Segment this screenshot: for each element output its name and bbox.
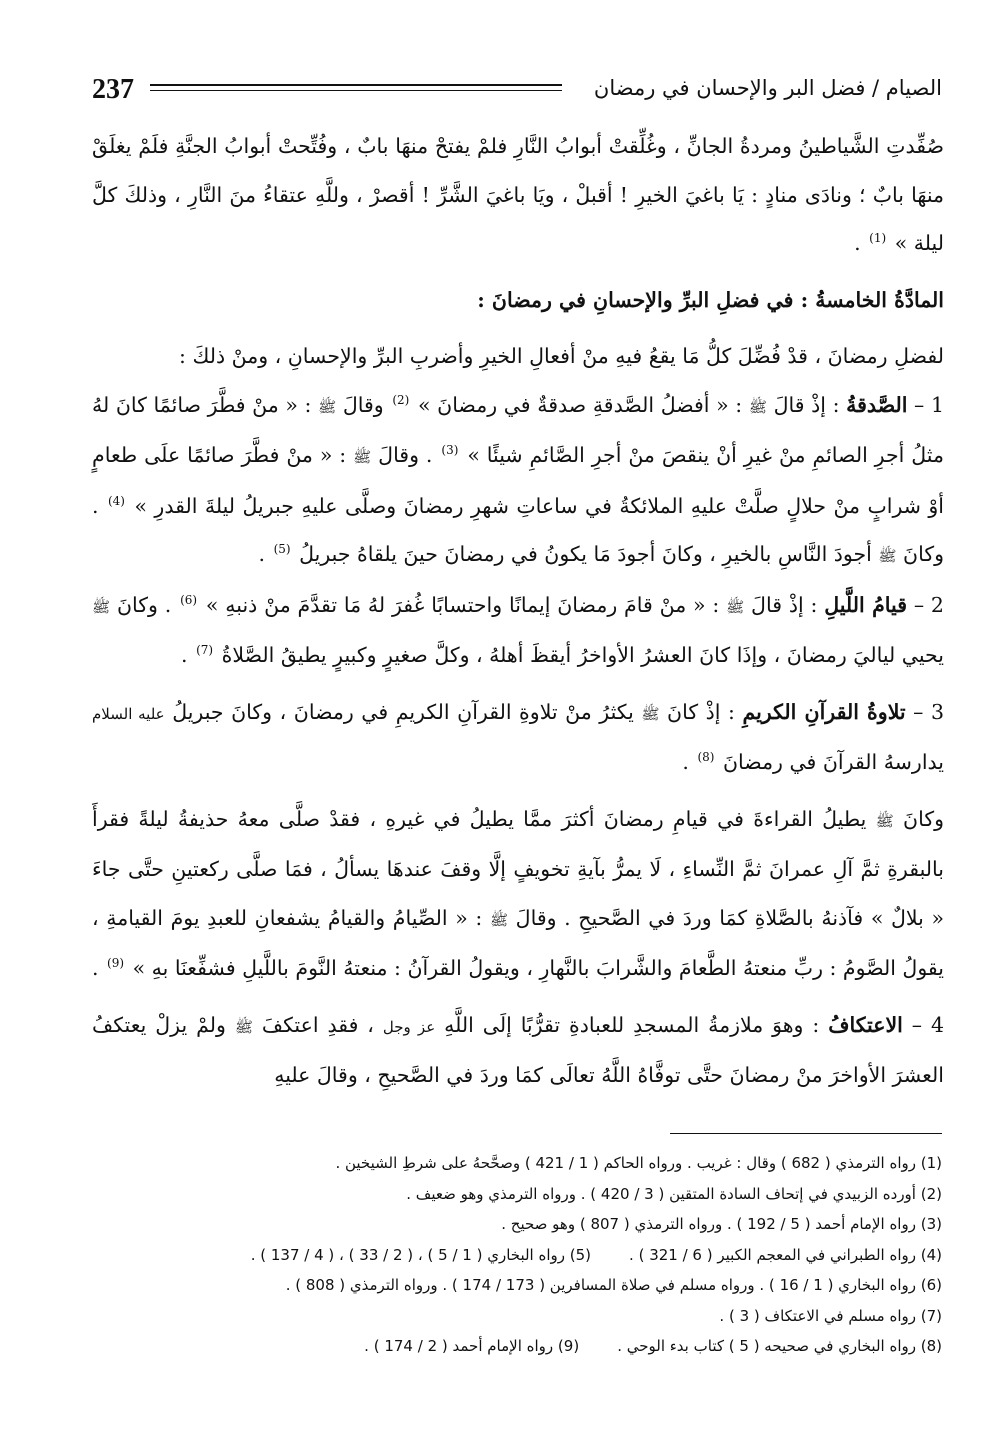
footnote-ref: (5)	[273, 542, 291, 557]
alayhi-salam-symbol: عليه السلام	[92, 704, 165, 723]
paragraph-1: صُفِّدتِ الشَّياطينُ ومردةُ الجانِّ ، وغُلِّقتْ أبوابُ النَّارِ فلمْ يفتحْ منهَا بابٌ ، وفُتِّحتْ أبوابُ الجنَّةِ فلَمْ يغلَقْ منهَا بابٌ ؛ ونادَى منادٍ : يَا باغيَ الخيرِ ! أقبلْ ، ويَا باغيَ الشَّرِّ ! أقصرْ ، وللَّهِ عتقاءُ منَ النَّارِ ، وذلكَ كلَّ ليلة » $^{(1)}$ .	[92, 134, 944, 255]
footnote-ref: (6)	[180, 592, 198, 607]
itikaf-title: الاعتكافُ	[828, 1012, 903, 1037]
quran-title: تلاوةُ القرآنِ الكريمِ	[742, 699, 906, 724]
salla-symbol: ﷺ	[353, 448, 372, 466]
page-header	[92, 70, 942, 112]
footnote-ref: (3)	[441, 443, 459, 458]
footnote-ref: (9)	[107, 956, 125, 971]
footnote-separator	[670, 1133, 942, 1134]
footnote: (9) رواه الإمام أحمد ( 2 / 174 ) .	[364, 1337, 580, 1355]
salla-symbol: ﷺ	[875, 811, 894, 830]
footnote: (6) رواه البخاري ( 1 / 16 ) . ورواه مسلم في صلاة المسافرين ( 173 / 174 ) . ورواه الترمذي ( 808 ) .	[285, 1276, 942, 1294]
salla-symbol: ﷺ	[726, 597, 745, 616]
footnotes	[92, 1148, 942, 1362]
salla-symbol: ﷺ	[748, 397, 767, 416]
footnote: (5) رواه البخاري ( 1 / 5 ) ، ( 2 / 33 ) ، ( 4 / 137 ) .	[250, 1245, 592, 1264]
paragraph-recitation: وكانَ ﷺ يطيلُ القراءةَ في قيامِ رمضانَ أكثرَ ممَّا يطيلُ في غيرهِ ، فقدْ صلَّى معهُ حذيفةُ ليلةً فقرأَ بالبقرةِ ثمَّ آلِ عمرانَ ثمَّ النِّساءِ ، لَا يمرُّ بآيةِ تخويفٍ إلَّا وقفَ عندهَا يسألُ ، فمَا صلَّى ركعتينِ حتَّى جاءَ « بلالٌ » فآذنهُ بالصَّلاةِ كمَا وردَ في الصَّحيحِ . وقالَ ﷺ : « الصِّيامُ والقيامُ يشفعانِ للعبدِ يومَ القيامةِ ، يقولُ الصَّومُ : ربِّ منعتهُ الطَّعامَ والشَّرابَ بالنَّهارِ ، ويقولُ القرآنُ : منعتهُ النَّومَ باللَّيلِ فشفِّعنَا بهِ » $^{(9)}$ .	[92, 806, 944, 980]
running-title: الصيام / فضل البر والإحسان في رمضان	[593, 76, 942, 100]
salla-symbol: ﷺ	[878, 547, 897, 565]
paragraph-intro: لفضلِ رمضانَ ، قدْ فُضِّلَ كلُّ مَا يقعُ فيهِ منْ أفعالِ الخيرِ وأضربِ البرِّ والإحسانِ ، ومنْ ذلكَ :	[179, 344, 944, 368]
header-rule-thin	[150, 90, 562, 91]
footnote: (1) رواه الترمذي ( 682 ) وقال : غريب . ورواه الحاكم ( 1 / 421 ) وصحَّحهُ على شرطِ الشيخين .	[335, 1154, 942, 1172]
paragraph-itikaf: 4 – الاعتكافُ : وهوَ ملازمةُ المسجدِ للعبادةِ تقرُّبًا إلَى اللَّهِ عز وجل ، فقدِ اعتكفَ ﷺ ولمْ يزلْ يعتكفُ العشرَ الأواخرَ منْ رمضانَ حتَّى توفَّاهُ اللَّهُ تعالَى كمَا وردَ في الصَّحيحِ ، وقالَ عليهِ	[92, 1012, 944, 1087]
salla-symbol: ﷺ	[92, 597, 111, 616]
footnote: (4) رواه الطبراني في المعجم الكبير ( 6 / 321 ) .	[629, 1245, 942, 1264]
footnote: (3) رواه الإمام أحمد ( 5 / 192 ) . ورواه الترمذي ( 807 ) وهو صحيح .	[501, 1215, 942, 1233]
main-text	[92, 122, 944, 1100]
night-prayer-title: قيامُ اللَّيلِ	[824, 592, 908, 617]
salla-symbol: ﷺ	[234, 1017, 253, 1036]
paragraph-quran: 3 – تلاوةُ القرآنِ الكريمِ : إذْ كانَ ﷺ يكثرُ منْ تلاوةِ القرآنِ الكريمِ في رمضانَ ، وكانَ جبريلُ عليه السلام يدارسهُ القرآنَ في رمضانَ $^{(8)}$ .	[92, 699, 945, 774]
footnote-pair	[92, 1240, 942, 1271]
salla-symbol: ﷺ	[641, 704, 660, 723]
header-rule	[150, 84, 562, 86]
footnote-ref: (8)	[697, 750, 715, 765]
footnote-ref: (1)	[869, 231, 887, 246]
paragraph-night-prayer: 2 – قيامُ اللَّيلِ : إذْ قالَ ﷺ : « منْ قامَ رمضانَ إيمانًا واحتسابًا غُفرَ لهُ مَا تقدَّمَ منْ ذنبهِ » $^{(6)}$ . وكانَ ﷺ يحيي لياليَ رمضانَ ، وإذَا كانَ العشرُ الأواخرُ أيقظَ أهلهُ ، وكلَّ صغيرٍ وكبيرٍ يطيقُ الصَّلاةُ $^{(7)}$ .	[92, 592, 944, 667]
footnote-ref: (2)	[392, 392, 410, 407]
footnote-ref: (4)	[107, 493, 125, 508]
footnote: (8) رواه البخاري في صحيحه ( 5 ) كتاب بدء الوحي .	[617, 1337, 942, 1355]
salla-symbol: ﷺ	[489, 910, 509, 929]
section-heading: المادَّةُ الخامسةُ : في فضلِ البرِّ والإحسانِ في رمضانَ :	[477, 287, 944, 312]
azza-wajal-symbol: عز وجل	[382, 1017, 436, 1036]
footnote: (7) رواه مسلم في الاعتكاف ( 3 ) .	[719, 1306, 942, 1325]
footnote-ref: (7)	[196, 643, 214, 658]
salla-symbol: ﷺ	[318, 397, 337, 416]
footnote-pair	[92, 1331, 942, 1362]
paragraph-charity: 1 – الصَّدقةُ : إذْ قالَ ﷺ : « أفضلُ الصَّدقةِ صدقةٌ في رمضانَ » $^{(2)}$ وقالَ ﷺ : « منْ فطَّرَ صائمًا كانَ لهُ مثلُ أجرِ الصائمِ منْ غيرِ أنْ ينقصَ منْ أجرِ الصَّائمِ شيئًا » $^{(3)}$ . وقالَ ﷺ : « منْ فطَّرَ صائمًا علَى طعامٍ أوْ شرابٍ منْ حلالٍ صلَّتْ عليهِ الملائكةُ في ساعاتِ شهرِ رمضانَ وصلَّى عليهِ جبريلُ ليلةَ القدرِ » $^{(4)}$ . وكانَ ﷺ أجودَ النَّاسِ بالخيرِ ، وكانَ أجودَ مَا يكونُ في رمضانَ حينَ يلقاهُ جبريلُ $^{(5)}$ .	[92, 392, 944, 566]
footnote: (2) أورده الزبيدي في إتحاف السادة المتقين ( 3 / 420 ) . ورواه الترمذي وهو ضعيف .	[406, 1184, 942, 1203]
charity-title: الصَّدقةُ	[846, 392, 908, 417]
page-number: 237	[92, 74, 134, 105]
